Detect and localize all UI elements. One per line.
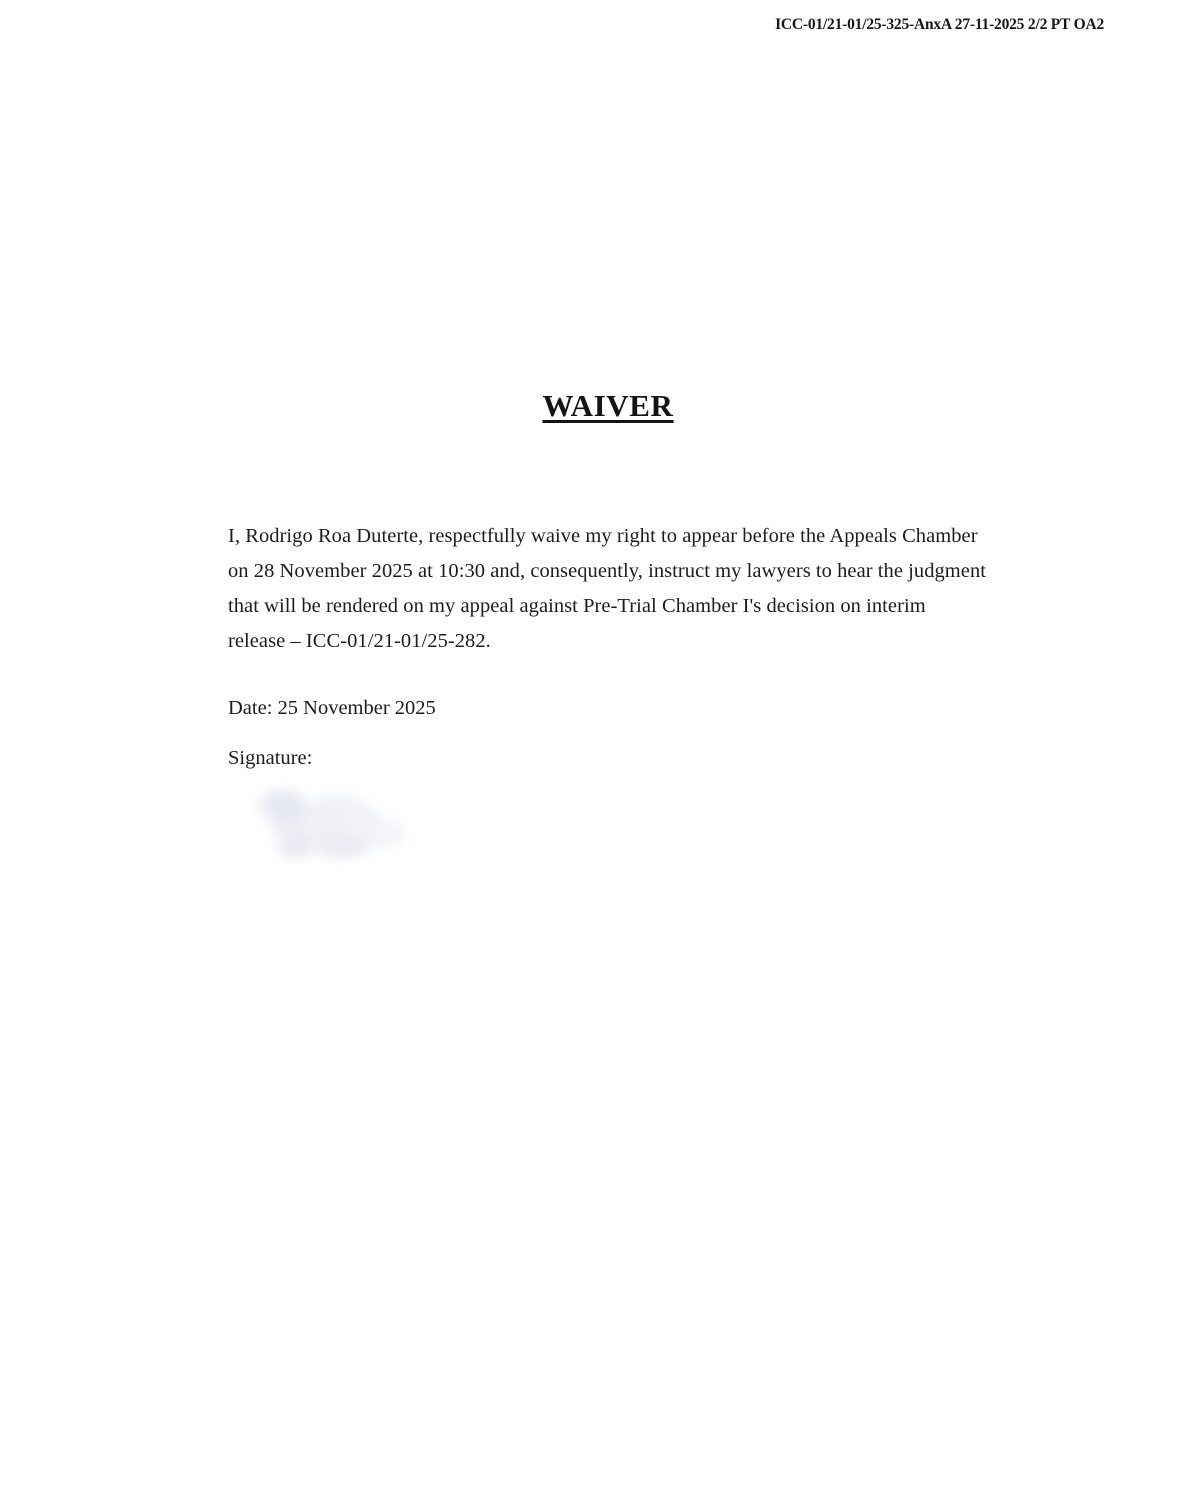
signature-blur-6 (316, 834, 370, 858)
date-line: Date: 25 November 2025 (228, 697, 436, 719)
waiver-statement-paragraph: I, Rodrigo Roa Duterte, respectfully waive my right to appear before the Appeals Chamber on 28 November 2025 at 10:30 and, consequently, instruct my lawyers to hear the judgment that will be rendered on my appeal against Pre-Trial Chamber I's decision on interim release – ICC-01/21-01/25-282. (228, 524, 986, 652)
signature-mark (252, 784, 412, 874)
signature-label: Signature: (228, 747, 313, 769)
signature-blur-4 (278, 836, 314, 858)
case-reference-stamp: ICC-01/21-01/25-325-AnxA 27-11-2025 2/2 PT OA2 (775, 16, 1104, 33)
page-title: WAIVER (542, 388, 674, 423)
signature-blur-3 (260, 790, 306, 820)
